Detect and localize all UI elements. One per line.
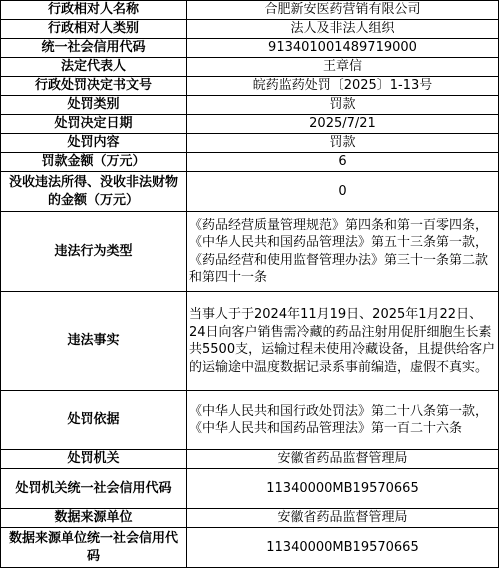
label-fine-amount: 罚款金额（万元） [1,153,187,172]
value-respondent-name: 合肥新安医药营销有限公司 [187,1,499,20]
row-respondent-category [1,20,499,39]
row-penalty-authority [1,450,499,469]
value-violation-facts: 当事人于于2024年11月19日、2025年1月22日、24日向客户销售需冷藏的药品注射用促肝细胞生长素共5500支，运输过程未使用冷藏设备，且提供给客户的运输途中温度数据记录系事前编造，虚假不真实。 [187,292,499,391]
row-data-source [1,509,499,528]
row-decision-number [1,77,499,96]
label-data-source-credit-code: 数据来源单位统一社会信用代码 [1,528,187,568]
row-violation-type [1,212,499,292]
label-violation-type: 违法行为类型 [1,212,187,292]
value-data-source: 安徽省药品监督管理局 [187,509,499,528]
row-penalty-content [1,134,499,153]
row-data-source-credit-code [1,528,499,568]
row-violation-facts [1,292,499,391]
label-penalty-category: 处罚类别 [1,96,187,115]
row-legal-representative [1,58,499,77]
label-penalty-basis: 处罚依据 [1,391,187,450]
label-respondent-category: 行政相对人类别 [1,20,187,39]
value-violation-type: 《药品经营质量管理规范》第四条和第一百零四条，《中华人民共和国药品管理法》第五十三条第一款，《药品经营和使用监督管理办法》第三十一条第二款和第四十一条 [187,212,499,292]
row-confiscation-amount [1,172,499,212]
value-data-source-credit-code: 11340000MB19570665 [187,528,499,568]
label-authority-credit-code: 处罚机关统一社会信用代码 [1,469,187,509]
value-decision-number: 皖药监药处罚〔2025〕1-13号 [187,77,499,96]
row-fine-amount [1,153,499,172]
row-penalty-basis [1,391,499,450]
label-decision-date: 处罚决定日期 [1,115,187,134]
label-respondent-name: 行政相对人名称 [1,1,187,20]
label-confiscation-amount: 没收违法所得、没收非法财物的金额（万元） [1,172,187,212]
label-penalty-authority: 处罚机关 [1,450,187,469]
value-decision-date: 2025/7/21 [187,115,499,134]
label-violation-facts: 违法事实 [1,292,187,391]
value-penalty-category: 罚款 [187,96,499,115]
value-respondent-category: 法人及非法人组织 [187,20,499,39]
value-penalty-authority: 安徽省药品监督管理局 [187,450,499,469]
row-decision-date [1,115,499,134]
row-penalty-category [1,96,499,115]
value-penalty-content: 罚款 [187,134,499,153]
value-penalty-basis: 《中华人民共和国行政处罚法》第二十八条第一款，《中华人民共和国药品管理法》第一百二十六条 [187,391,499,450]
label-credit-code: 统一社会信用代码 [1,39,187,58]
value-legal-representative: 王章信 [187,58,499,77]
value-fine-amount: 6 [187,153,499,172]
value-credit-code: 913401001489719000 [187,39,499,58]
label-penalty-content: 处罚内容 [1,134,187,153]
row-respondent-name [1,1,499,20]
value-authority-credit-code: 11340000MB19570665 [187,469,499,509]
row-authority-credit-code [1,469,499,509]
row-credit-code [1,39,499,58]
label-data-source: 数据来源单位 [1,509,187,528]
label-legal-representative: 法定代表人 [1,58,187,77]
label-decision-number: 行政处罚决定书文号 [1,77,187,96]
value-confiscation-amount: 0 [187,172,499,212]
